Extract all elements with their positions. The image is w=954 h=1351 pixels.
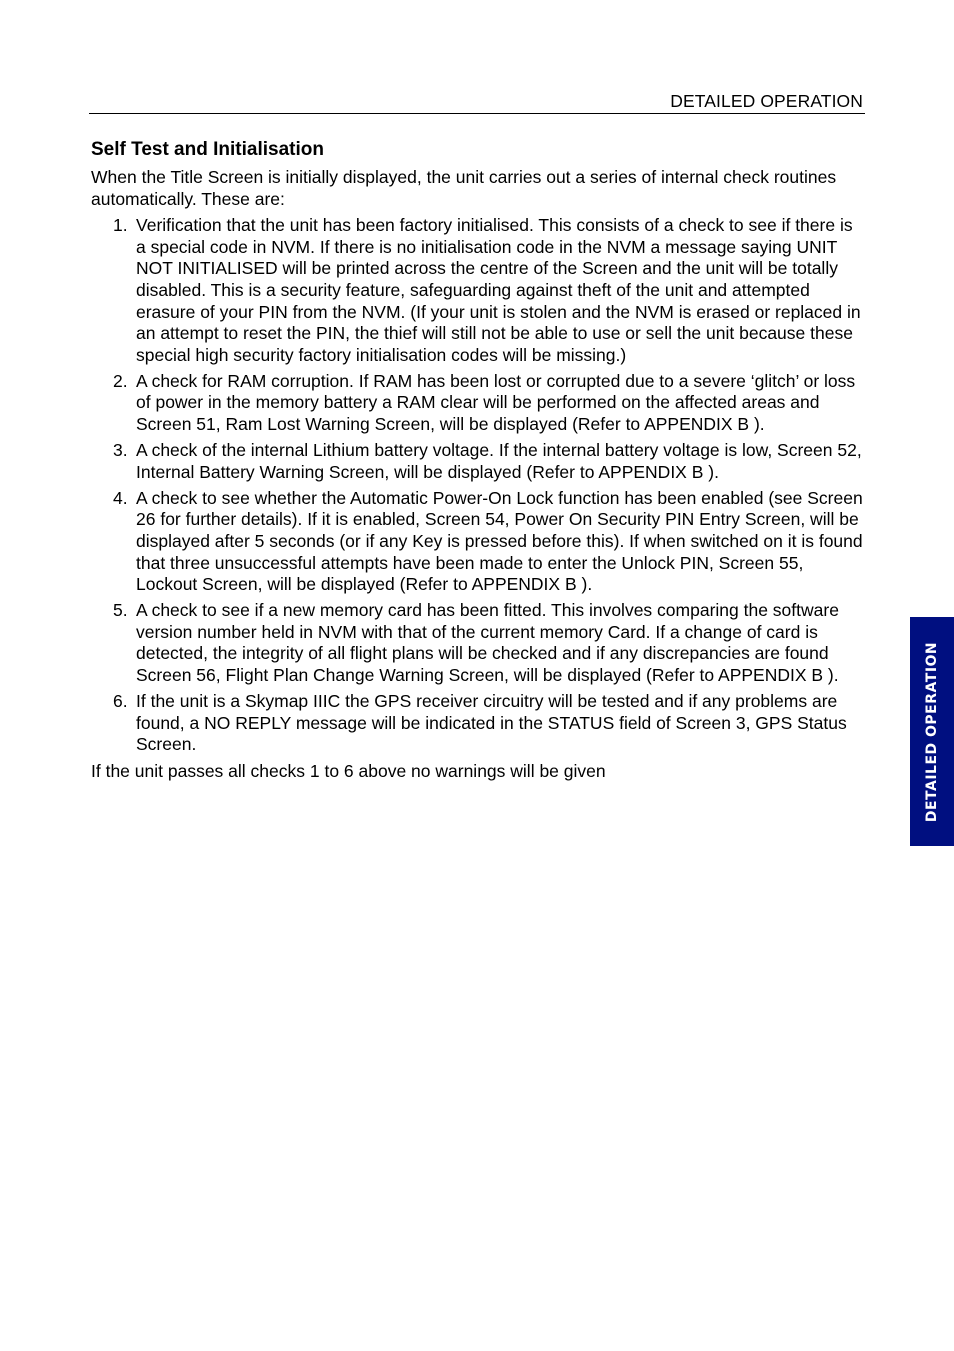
section-heading: Self Test and Initialisation — [91, 139, 324, 160]
check-list — [91, 215, 865, 756]
check-number: 3. — [113, 440, 128, 461]
check-number: 5. — [113, 600, 128, 621]
check-item-6 — [91, 691, 865, 756]
check-item-1 — [91, 215, 865, 366]
check-item-4 — [91, 488, 865, 596]
intro-paragraph: When the Title Screen is initially displayed, the unit carries out a series of internal check routines automatically. These are: — [91, 167, 837, 209]
check-number: 6. — [113, 691, 128, 712]
check-text: If the unit is a Skymap IIIC the GPS receiver circuitry will be tested and if any problems are found, a NO REPLY message will be indicated in the STATUS field of Screen 3, GPS Status Screen. — [136, 691, 847, 755]
check-text: A check to see whether the Automatic Power-On Lock function has been enabled (see Screen 26 for further details). If it is enabled, Screen 54, Power On Security PIN Entry Screen, will be displayed after 5 seconds (or if any Key is pressed before this). If when switched on it is found that three unsuccessful attempts have been made to enter the Unlock PIN, Screen 55, Lockout Screen, will be displayed (Refer to APPENDIX B ). — [136, 487, 863, 595]
side-tab-label: DETAILED OPERATION — [924, 641, 940, 822]
check-text: A check to see if a new memory card has been fitted. This involves comparing the software version number held in NVM with that of the current memory Card. If a change of card is detected, the integrity of all flight plans will be checked and if any discrepancies are found Screen 56, Flight Plan Change Warning Screen, will be displayed (Refer to APPENDIX B ). — [136, 600, 839, 686]
check-item-2 — [91, 371, 865, 436]
check-number: 4. — [113, 487, 128, 508]
running-header: DETAILED OPERATION — [670, 91, 863, 111]
check-number: 2. — [113, 370, 128, 391]
check-item-5 — [91, 600, 865, 686]
page-content — [91, 138, 865, 783]
check-number: 1. — [113, 215, 128, 236]
check-item-3 — [91, 440, 865, 483]
check-text: A check of the internal Lithium battery voltage. If the internal battery voltage is low, Screen 52, Internal Battery Warning Screen, will be displayed (Refer to APPENDIX B ). — [136, 440, 862, 482]
header-divider — [89, 113, 865, 114]
check-text: A check for RAM corruption. If RAM has been lost or corrupted due to a severe ‘glitch’ or loss of power in the memory battery a RAM clear will be performed on the affected areas and Screen 51, Ram Lost Warning Screen, will be displayed (Refer to APPENDIX B ). — [136, 370, 856, 435]
check-text: Verification that the unit has been factory initialised. This consists of a check to see if there is a special code in NVM. If there is no initialisation code in the NVM a message saying UNIT NOT INITIALISED will be printed across the centre of the Screen and the unit will be totally disabled. This is a security feature, safeguarding against theft of the unit and attempted erasure of your PIN from the NVM. (If your unit is stolen and the NVM is erased or replaced in an attempt to reset the PIN, the thief will still not be able to use or sell the unit because these special high security factory initialisation codes will be missing.) — [136, 215, 861, 365]
closing-paragraph: If the unit passes all checks 1 to 6 above no warnings will be given — [91, 760, 606, 781]
section-side-tab — [910, 617, 954, 846]
